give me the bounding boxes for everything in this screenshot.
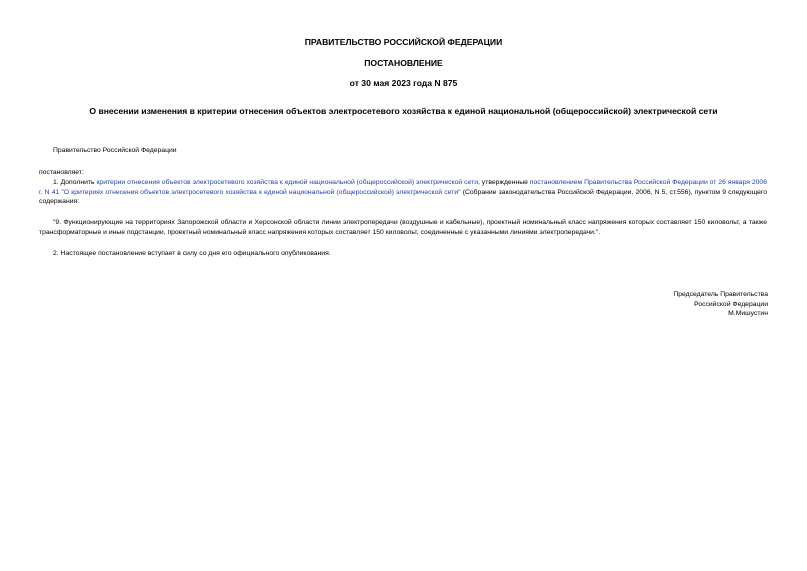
document-title: О внесении изменения в критерии отнесения объектов электросетевого хозяйства к единой национальной (общероссийской) электрической сети — [89, 106, 718, 116]
item-1-paragraph — [39, 178, 767, 207]
item-1-suffix: (Собрание законодательства Российской Федерации, 2006, N 5, ст.556), пунктом 9 следующего содержания: — [39, 188, 768, 206]
issuer-text: Правительство Российской Федерации — [53, 147, 177, 154]
signature-title-line1: Председатель Правительства — [673, 291, 768, 298]
signature-name: М.Мишустин — [728, 310, 768, 317]
criteria-link[interactable]: критерии отнесения объектов электросетевого хозяйства к единой национальной (общероссийской) электрической сети — [96, 179, 478, 186]
item-1-mid: , утвержденные — [478, 179, 530, 186]
government-heading: ПРАВИТЕЛЬСТВО РОССИЙСКОЙ ФЕДЕРАЦИИ — [304, 37, 503, 47]
resolution-41-link[interactable]: постановлением Правительства Российской Федерации от 26 января 2006 г. N 41 "О критериях отнесения объектов электросетевого хозяйства к единой национальной (общероссийской) электрической сети" — [39, 179, 767, 196]
decree-text: постановляет: — [39, 169, 84, 176]
item-1-prefix: 1. Дополнить — [53, 179, 97, 186]
signature-block — [673, 290, 768, 319]
quoted-item-9: "9. Функционирующие на территориях Запорожской области и Херсонской области линии электропередачи (воздушные и кабельные), проектный номинальный класс напряжения которых составляет 150 киловольт, а также трансформаторные и иные подстанции, проектный номинальный класс напряжения которых составляет 150 киловольт, соединенные с указанными линиями электропередачи.". — [39, 219, 767, 236]
date-number-heading: от 30 мая 2023 года N 875 — [349, 78, 458, 88]
item-2-paragraph: 2. Настоящее постановление вступает в силу со дня его официального опубликования. — [53, 250, 331, 257]
signature-title-line2: Российской Федерации — [694, 300, 768, 308]
document-type-heading: ПОСТАНОВЛЕНИЕ — [364, 58, 443, 68]
